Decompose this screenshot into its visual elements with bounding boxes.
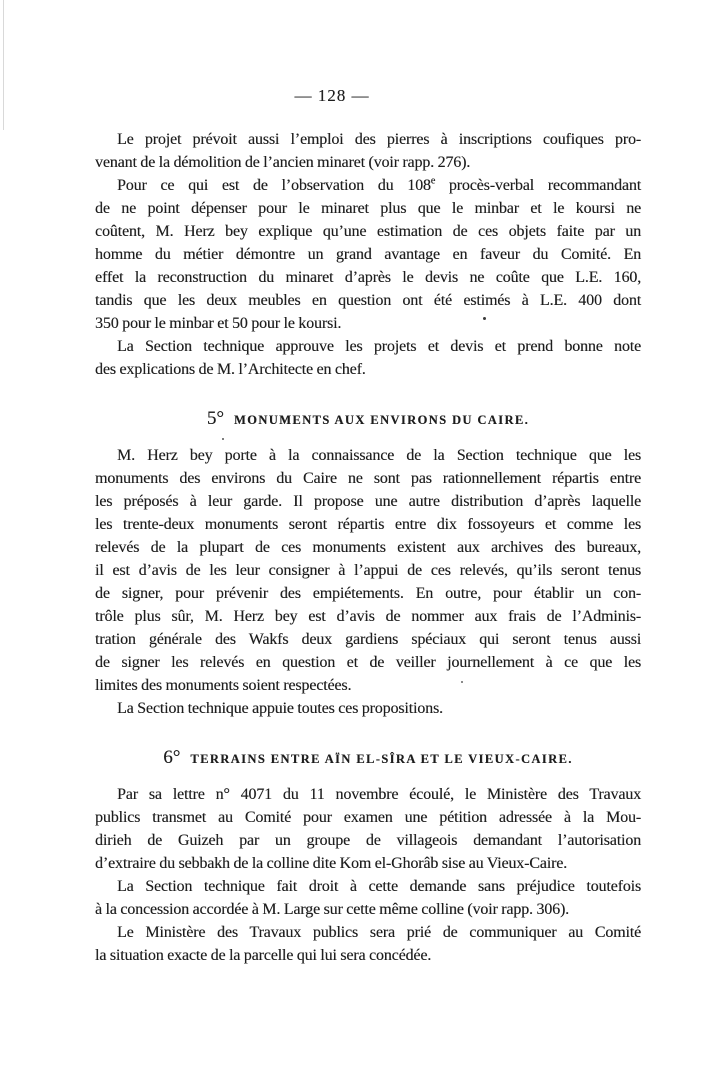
text-line: limites des monuments soient respectées.	[95, 677, 352, 694]
paragraph	[95, 697, 641, 720]
text-line: 350 pour le minbar et 50 pour le koursi.	[95, 315, 342, 332]
text-line: de signer, pour prévenir des empiétements. En outre, pour établir un con-	[95, 585, 641, 602]
text-line: Par sa lettre n° 4071 du 11 novembre écoulé, le Ministère des Travaux	[117, 786, 641, 803]
text-line: M. Herz bey porte à la connaissance de la Section technique que les	[117, 447, 641, 464]
text-line: homme du métier démontre un grand avantage en faveur du Comité. En	[95, 246, 641, 263]
paragraph	[95, 921, 641, 967]
text-line: les trente-deux monuments seront répartis entre dix fossoyeurs et comme les	[95, 516, 641, 533]
text-line: effet la reconstruction du minaret d’après le devis ne coûte que L.E. 160,	[95, 269, 641, 286]
text-line: Pour ce qui est de l’observation du 108e procès-verbal recommandant	[117, 175, 641, 194]
text-line: de signer les relevés en question et de veiller journellement à ce que les	[95, 654, 641, 671]
text-line: venant de la démolition de l’ancien minaret (voir rapp. 276).	[95, 154, 471, 171]
paragraph	[95, 174, 641, 335]
paragraph	[95, 875, 641, 921]
text-line: la situation exacte de la parcelle qui lui sera concédée.	[95, 947, 432, 964]
paragraph	[95, 444, 641, 697]
text-line: les préposés à leur garde. Il propose une autre distribution d’après laquelle	[95, 493, 641, 510]
page-number: — 128 —	[294, 86, 370, 105]
paragraph	[95, 128, 641, 174]
scan-edge-artifact	[3, 0, 4, 130]
text-line: tration générale des Wakfs deux gardiens spéciaux qui seront tenus aussi	[95, 631, 641, 648]
text-line: Le Ministère des Travaux publics sera prié de communiquer au Comité	[117, 924, 641, 941]
text-line: coûtent, M. Herz bey explique qu’une estimation de ces objets faite par un	[95, 223, 641, 240]
section-heading	[95, 407, 641, 432]
text-line: Le projet prévoit aussi l’emploi des pierres à inscriptions coufiques pro-	[117, 131, 641, 148]
text-line: des explications de M. l’Architecte en chef.	[95, 361, 366, 378]
text-line: publics transmet au Comité pour examen une pétition adressée à la Mou-	[95, 809, 641, 826]
text-line: tandis que les deux meubles en question ont été estimés à L.E. 400 dont	[95, 292, 641, 309]
text-line: de ne point dépenser pour le minaret plus que le minbar et le koursi ne	[95, 200, 641, 217]
section-number: 5°	[206, 408, 224, 429]
text-line: La Section technique fait droit à cette demande sans préjudice toutefois	[117, 878, 641, 895]
paragraph	[95, 335, 641, 381]
text-line: La Section technique appuie toutes ces propositions.	[117, 700, 443, 717]
section-title: TERRAINS ENTRE AÏN EL-SÎRA ET LE VIEUX-CAIRE.	[190, 752, 573, 766]
text-line: d’extraire du sebbakh de la colline dite Kom el-Ghorâb sise au Vieux-Caire.	[95, 855, 568, 872]
section-number: 6°	[163, 747, 181, 768]
section-title: MONUMENTS AUX ENVIRONS DU CAIRE.	[233, 413, 530, 427]
text-line: monuments des environs du Caire ne sont pas rationnellement répartis entre	[95, 470, 641, 487]
document-page	[95, 84, 641, 967]
text-line: dirieh de Guizeh par un groupe de villageois demandant l’autorisation	[95, 832, 641, 849]
section-heading	[95, 746, 641, 771]
text-line: à la concession accordée à M. Large sur cette même colline (voir rapp. 306).	[95, 901, 569, 918]
text-line: il est d’avis de les leur consigner à l’appui de ces relevés, qu’ils seront tenus	[95, 562, 641, 579]
text-line: trôle plus sûr, M. Herz bey est d’avis de nommer aux frais de l’Adminis-	[95, 608, 641, 625]
page-body	[95, 128, 641, 967]
paragraph	[95, 783, 641, 875]
text-line: relevés de la plupart de ces monuments existent aux archives des bureaux,	[95, 539, 641, 556]
text-line: La Section technique approuve les projets et devis et prend bonne note	[117, 338, 641, 355]
